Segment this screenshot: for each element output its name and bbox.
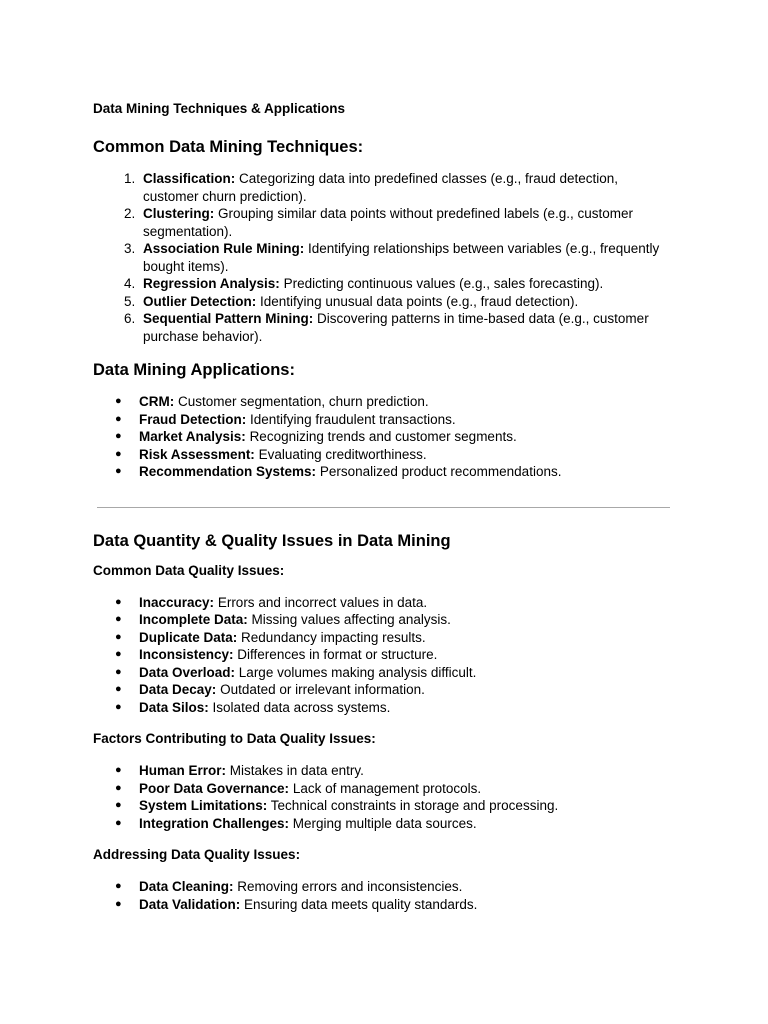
horizontal-divider xyxy=(97,507,670,508)
list-item-desc: Personalized product recommendations. xyxy=(319,464,562,479)
techniques-heading: Common Data Mining Techniques: xyxy=(93,138,364,156)
list-item-term: Sequential Pattern Mining: xyxy=(143,311,314,326)
list-item-term: Classification: xyxy=(143,171,236,186)
list-item-desc: Missing values affecting analysis. xyxy=(251,612,451,627)
list-item-desc: Identifying relationships between variables (e.g., frequently bought items). xyxy=(143,241,660,274)
list-item-desc: Lack of management protocols. xyxy=(292,780,482,796)
applications-list xyxy=(93,393,675,481)
list-item-term: System Limitations: xyxy=(139,798,268,813)
list-item-term: Integration Challenges: xyxy=(139,815,290,831)
issues-heading: Common Data Quality Issues: xyxy=(93,562,285,578)
list-item xyxy=(139,170,675,205)
list-item xyxy=(139,393,675,411)
list-item-desc: Identifying fraudulent transactions. xyxy=(250,411,456,427)
list-item-desc: Evaluating creditworthiness. xyxy=(258,446,427,462)
list-item-desc: Identifying unusual data points (e.g., fraud detection). xyxy=(260,293,579,309)
list-item-desc: Mistakes in data entry. xyxy=(229,763,364,778)
list-item-term: Human Error: xyxy=(139,763,227,778)
list-item-term: Clustering: xyxy=(143,206,215,221)
list-item xyxy=(139,463,675,481)
list-item-desc: Categorizing data into predefined classes (e.g., fraud detection, customer churn prediction). xyxy=(143,171,619,204)
list-item-desc: Errors and incorrect values in data. xyxy=(217,594,428,610)
addressing-list xyxy=(93,878,675,913)
list-item xyxy=(139,664,675,682)
applications-heading: Data Mining Applications: xyxy=(93,361,295,379)
list-item-term: Outlier Detection: xyxy=(143,293,257,309)
list-item xyxy=(139,594,675,612)
list-item-desc: Technical constraints in storage and processing. xyxy=(270,798,559,813)
list-item xyxy=(139,878,675,896)
quality-heading: Data Quantity & Quality Issues in Data Mining xyxy=(93,531,451,550)
list-item xyxy=(139,646,675,664)
list-item xyxy=(139,428,675,446)
techniques-list xyxy=(93,170,675,345)
list-item-term: Inaccuracy: xyxy=(139,594,215,610)
list-item-term: Incomplete Data: xyxy=(139,612,248,627)
list-item xyxy=(139,780,675,798)
list-item-term: Duplicate Data: xyxy=(139,629,238,645)
list-item xyxy=(139,275,675,293)
list-item-term: Inconsistency: xyxy=(139,647,234,662)
list-item-desc: Merging multiple data sources. xyxy=(292,815,477,831)
list-item-desc: Differences in format or structure. xyxy=(237,647,438,662)
list-item-term: Market Analysis: xyxy=(139,429,246,444)
list-item-desc: Discovering patterns in time-based data (e.g., customer purchase behavior). xyxy=(143,311,649,344)
list-item xyxy=(139,797,675,815)
list-item-term: Fraud Detection: xyxy=(139,411,247,427)
list-item xyxy=(139,681,675,699)
list-item-desc: Grouping similar data points without predefined labels (e.g., customer segmentation). xyxy=(143,206,633,239)
list-item-term: Poor Data Governance: xyxy=(139,780,290,796)
list-item xyxy=(139,762,675,780)
list-item-term: Data Cleaning: xyxy=(139,879,234,894)
list-item xyxy=(139,699,675,717)
list-item xyxy=(139,446,675,464)
list-item xyxy=(139,411,675,429)
factors-heading: Factors Contributing to Data Quality Issues: xyxy=(93,731,376,746)
list-item xyxy=(139,293,675,311)
list-item xyxy=(139,896,675,914)
document-title: Data Mining Techniques & Applications xyxy=(93,101,346,116)
list-item-desc: Redundancy impacting results. xyxy=(241,629,426,645)
list-item-desc: Ensuring data meets quality standards. xyxy=(244,896,478,912)
list-item-desc: Recognizing trends and customer segments. xyxy=(249,429,517,444)
list-item-desc: Customer segmentation, churn prediction. xyxy=(178,394,429,409)
list-item-desc: Predicting continuous values (e.g., sales forecasting). xyxy=(283,276,604,291)
list-item-desc: Outdated or irrelevant information. xyxy=(220,682,425,697)
addressing-heading: Addressing Data Quality Issues: xyxy=(93,847,301,862)
list-item-term: Data Overload: xyxy=(139,664,236,680)
list-item xyxy=(139,205,675,240)
list-item-desc: Isolated data across systems. xyxy=(212,699,391,715)
issues-list xyxy=(93,594,675,717)
list-item-term: Data Silos: xyxy=(139,699,209,715)
list-item-term: Data Validation: xyxy=(139,896,241,912)
list-item xyxy=(139,310,675,345)
list-item-desc: Removing errors and inconsistencies. xyxy=(237,879,463,894)
list-item xyxy=(139,629,675,647)
list-item-term: Data Decay: xyxy=(139,682,217,697)
list-item-term: Association Rule Mining: xyxy=(143,241,305,256)
list-item xyxy=(139,240,675,275)
list-item-term: Regression Analysis: xyxy=(143,276,280,291)
list-item-term: CRM: xyxy=(139,394,175,409)
list-item xyxy=(139,815,675,833)
list-item-term: Risk Assessment: xyxy=(139,446,255,462)
list-item-term: Recommendation Systems: xyxy=(139,464,317,479)
list-item xyxy=(139,611,675,629)
factors-list xyxy=(93,762,675,832)
list-item-desc: Large volumes making analysis difficult. xyxy=(238,664,477,680)
